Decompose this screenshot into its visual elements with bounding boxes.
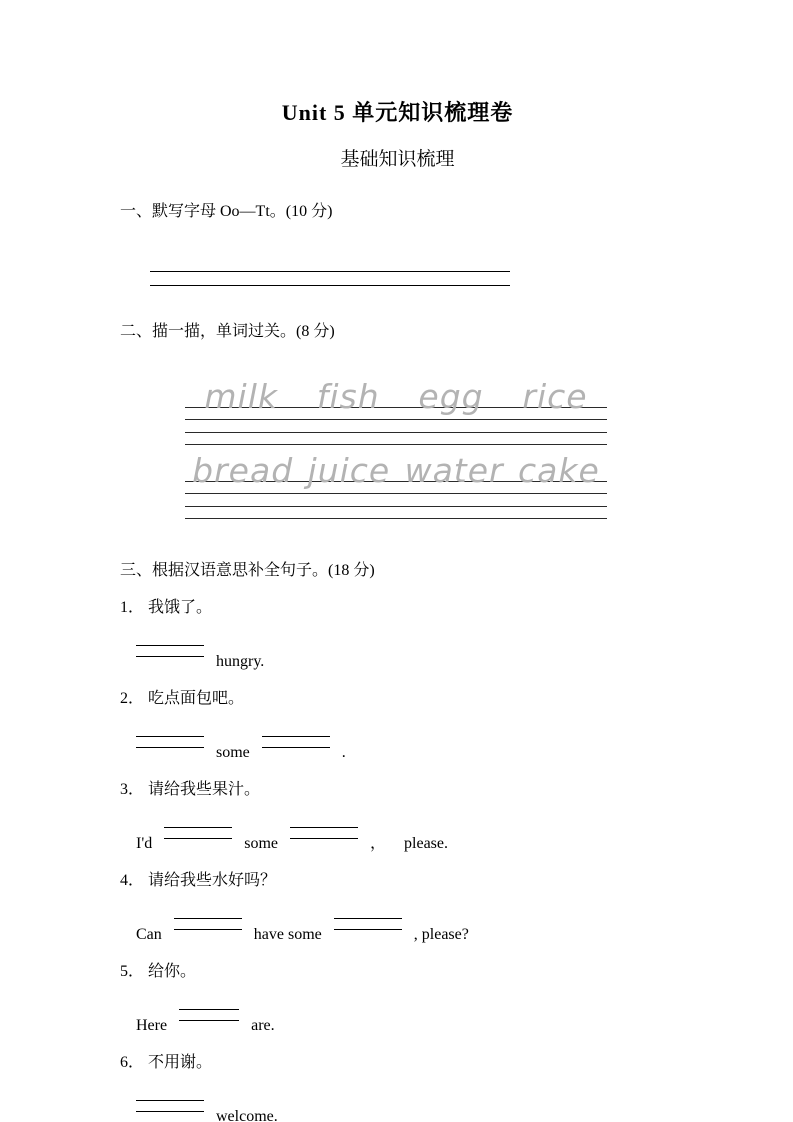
page-title: Unit 5 单元知识梳理卷 <box>281 100 514 125</box>
question-text: 给你。 <box>148 963 197 980</box>
answer-line <box>120 1074 675 1122</box>
question-6 <box>120 1052 675 1122</box>
trace-word: egg <box>418 377 484 416</box>
answer-blank <box>136 645 204 657</box>
answer-word: , please? <box>413 926 469 943</box>
answer-blank <box>136 736 204 748</box>
question-prompt <box>120 961 675 983</box>
handwriting-staff-2 <box>185 451 607 519</box>
question-text: 请给我些果汁。 <box>148 781 261 798</box>
section-1-heading: 一、默写字母 Oo—Tt。(10 分) <box>120 203 333 220</box>
staff-line <box>185 518 607 519</box>
answer-blank <box>334 918 402 930</box>
question-prompt <box>120 870 675 892</box>
answer-word: some <box>244 835 278 852</box>
trace-word: water <box>404 451 504 490</box>
question-prompt <box>120 1052 675 1074</box>
question-prompt <box>120 597 675 619</box>
answer-blank <box>174 918 242 930</box>
trace-word: rice <box>522 377 588 416</box>
staff-line <box>185 481 607 482</box>
question-text: 不用谢。 <box>148 1054 213 1071</box>
writing-line <box>150 271 510 272</box>
question-text: 请给我些水好吗？ <box>148 872 277 889</box>
question-number: 5． <box>120 963 145 980</box>
trace-word: cake <box>517 451 600 490</box>
staff-line <box>185 419 607 420</box>
answer-blank <box>164 827 232 839</box>
letter-writing-lines <box>150 271 510 286</box>
answer-word: welcome. <box>216 1108 278 1122</box>
question-text: 我饿了。 <box>148 599 213 616</box>
question-prompt <box>120 688 675 710</box>
answer-word: Can <box>136 926 162 943</box>
answer-word: some <box>216 744 250 761</box>
answer-word: have some <box>253 926 322 943</box>
question-text: 吃点面包吧。 <box>148 690 245 707</box>
question-5 <box>120 961 675 1035</box>
answer-word: I'd <box>136 835 153 852</box>
trace-word: bread <box>192 451 294 490</box>
handwriting-staff-1 <box>185 377 607 445</box>
question-2 <box>120 688 675 762</box>
question-prompt <box>120 779 675 801</box>
trace-word: fish <box>316 377 380 416</box>
answer-blank <box>179 1009 239 1021</box>
answer-line <box>120 619 675 671</box>
answer-word: hungry. <box>216 653 265 670</box>
section-2-heading: 二、描一描，单词过关。(8 分) <box>120 323 335 340</box>
section-3-heading: 三、根据汉语意思补全句子。(18 分) <box>120 562 375 579</box>
trace-words-row-1 <box>185 377 607 416</box>
trace-word: milk <box>204 377 278 416</box>
question-1 <box>120 597 675 671</box>
trace-word: juice <box>307 451 391 490</box>
question-3 <box>120 779 675 853</box>
writing-line <box>150 285 510 286</box>
question-number: 6． <box>120 1054 145 1071</box>
answer-word: Here <box>136 1017 168 1034</box>
answer-blank <box>290 827 358 839</box>
question-number: 3． <box>120 781 145 798</box>
answer-word: are. <box>251 1017 275 1034</box>
section-tracing <box>120 318 675 519</box>
trace-words-row-2 <box>185 451 607 490</box>
answer-line <box>120 710 675 762</box>
answer-blank <box>136 1100 204 1112</box>
staff-line <box>185 493 607 494</box>
question-number: 2． <box>120 690 145 707</box>
staff-line <box>185 432 607 433</box>
answer-line <box>120 801 675 853</box>
answer-word: ， <box>370 835 387 852</box>
page-subtitle: 基础知识梳理 <box>340 149 455 170</box>
answer-word: please. <box>404 835 448 852</box>
answer-blank <box>262 736 330 748</box>
staff-line <box>185 506 607 507</box>
answer-line <box>120 983 675 1035</box>
question-number: 1． <box>120 599 145 616</box>
answer-line <box>120 892 675 944</box>
question-4 <box>120 870 675 944</box>
section-letters <box>120 198 675 286</box>
staff-line <box>185 444 607 445</box>
section-sentences <box>120 557 675 1122</box>
staff-line <box>185 407 607 408</box>
answer-word: . <box>341 744 346 761</box>
question-number: 4． <box>120 872 145 889</box>
